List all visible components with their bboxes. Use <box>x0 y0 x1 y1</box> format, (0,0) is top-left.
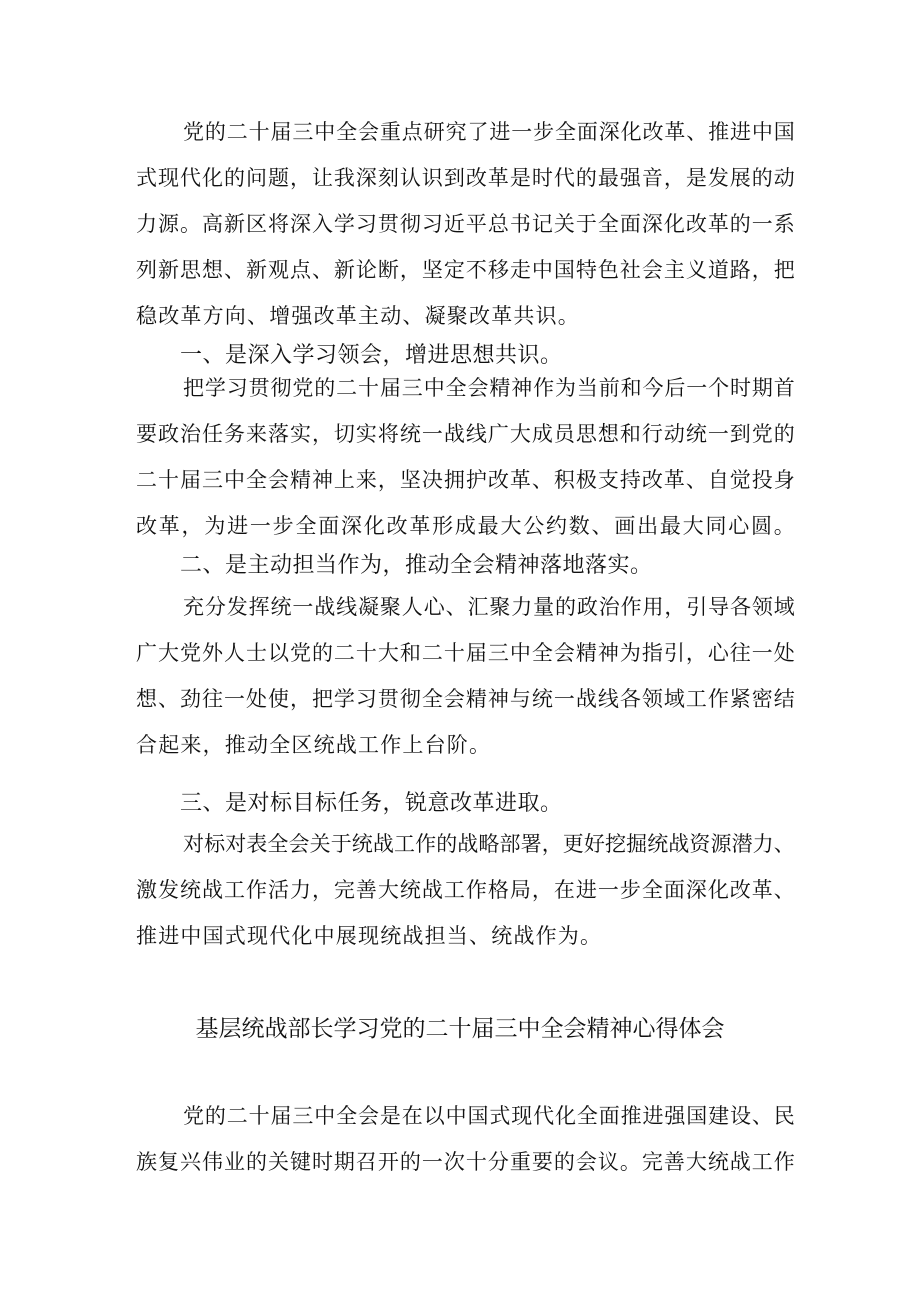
paragraph-line: 改革，为进一步全面深化改革形成最大公约数、画出最大同心圆。 <box>136 514 797 538</box>
article-title: 基层统战部长学习党的二十届三中全会精神心得体会 <box>195 1016 725 1042</box>
paragraph-line: 二十届三中全会精神上来，坚决拥护改革、积极支持改革、自觉投身 <box>136 468 796 492</box>
paragraph-line: 稳改革方向、增强改革主动、凝聚改革共识。 <box>136 304 580 328</box>
section-heading: 二、是主动担当作为，推动全会精神落地落实。 <box>180 553 653 578</box>
paragraph-line: 广大党外人士以党的二十大和二十届三中全会精神为指引，心往一处 <box>136 641 796 665</box>
paragraph-line: 族复兴伟业的关键时期召开的一次十分重要的会议。完善大统战工作 <box>136 1150 796 1174</box>
paragraph-line: 式现代化的问题，让我深刻认识到改革是时代的最强音，是发展的动 <box>136 166 796 190</box>
paragraph-line: 充分发挥统一战线凝聚人心、汇聚力量的政治作用，引导各领域 <box>183 595 796 619</box>
paragraph-line: 把学习贯彻党的二十届三中全会精神作为当前和今后一个时期首 <box>183 376 796 400</box>
paragraph-line: 推进中国式现代化中展现统战担当、统战作为。 <box>136 924 603 948</box>
paragraph-line: 想、劲往一处使，把学习贯彻全会精神与统一战线各领域工作紧密结 <box>136 687 796 711</box>
paragraph-line: 对标对表全会关于统战工作的战略部署，更好挖掘统战资源潜力、 <box>183 832 795 856</box>
section-heading: 三、是对标目标任务，锐意改革进取。 <box>180 791 563 816</box>
paragraph-line: 列新思想、新观点、新论断，坚定不移走中国特色社会主义道路，把 <box>136 258 796 282</box>
paragraph-line: 党的二十届三中全会是在以中国式现代化全面推进强国建设、民 <box>183 1104 796 1128</box>
paragraph-line: 力源。高新区将深入学习贯彻习近平总书记关于全面深化改革的一系 <box>136 212 796 236</box>
paragraph-line: 激发统战工作活力，完善大统战工作格局，在进一步全面深化改革、 <box>136 878 796 902</box>
paragraph-line: 党的二十届三中全会重点研究了进一步全面深化改革、推进中国 <box>183 120 796 144</box>
section-heading: 一、是深入学习领会，增进思想共识。 <box>180 343 563 368</box>
paragraph-line: 要政治任务来落实，切实将统一战线广大成员思想和行动统一到党的 <box>136 422 796 446</box>
paragraph-line: 合起来，推动全区统战工作上台阶。 <box>136 733 492 757</box>
